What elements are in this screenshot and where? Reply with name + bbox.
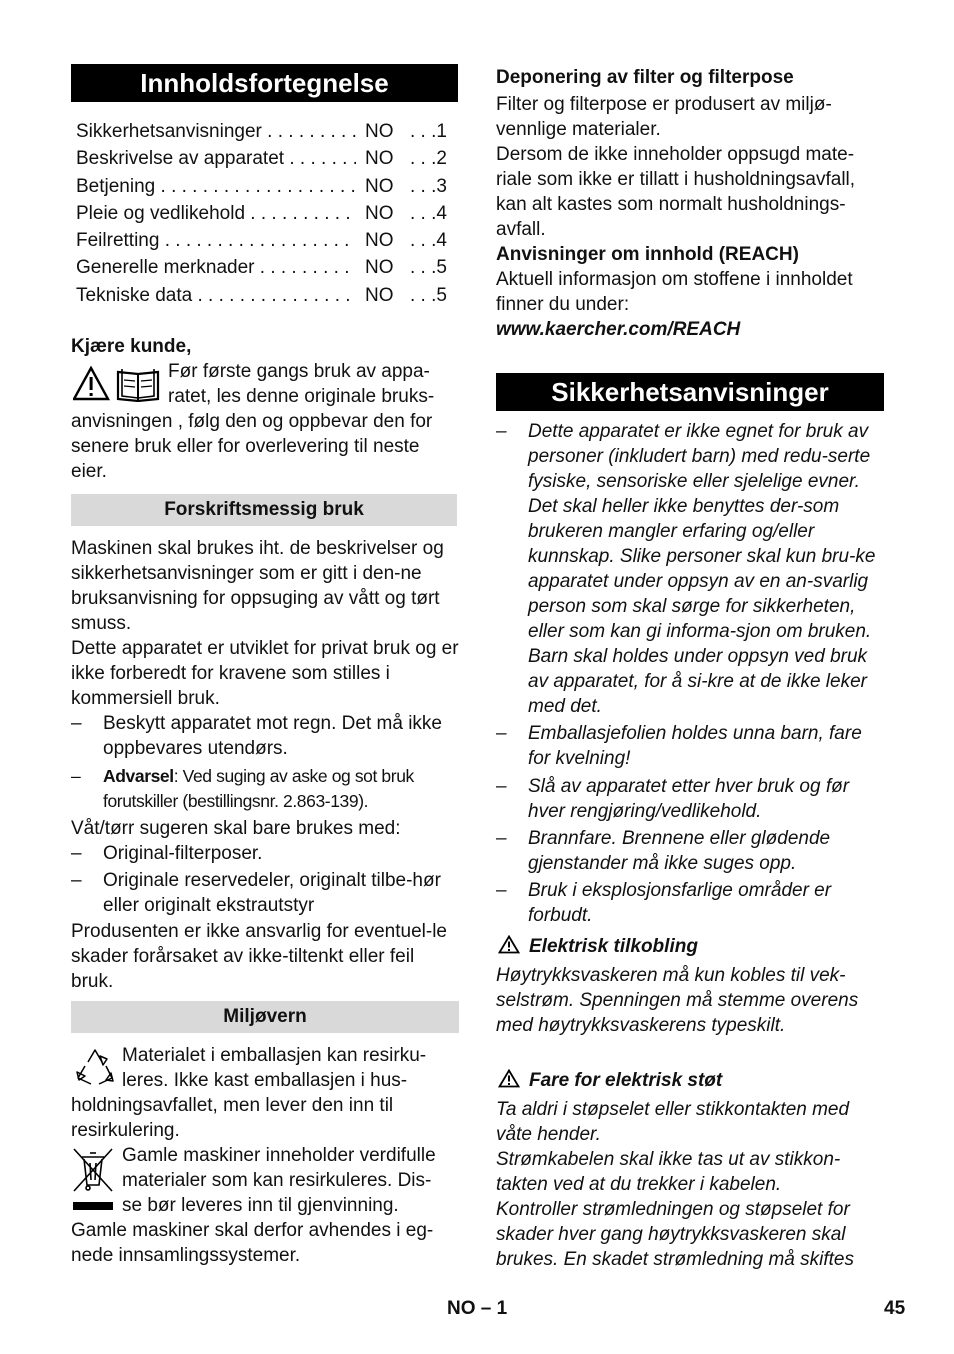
warning-label: Advarsel (103, 766, 174, 786)
proper-use-heading: Forskriftsmessig bruk (71, 494, 457, 526)
proper-use-item-text: Beskytt apparatet mot regn. Det må ikke oppbevares utendørs. (103, 713, 442, 759)
environment-heading: Miljøvern (71, 1001, 459, 1033)
crossed-bin-icon (71, 1147, 115, 1213)
shock-heading: Fare for elektrisk støt (529, 1070, 723, 1091)
proper-use-paragraph-1: Maskinen skal brukes iht. de beskrivelser og sikkerhetsanvisninger som er gitt i den-ne bruksanvisning for oppsuging av vått og tørt smuss. (71, 538, 444, 634)
proper-use-item-text: Original-filterposer. (103, 843, 263, 864)
dash-bullet: – (71, 766, 81, 786)
warning-rest: : Ved suging av aske og sot bruk forutskiller (bestillingsnr. 2.863-139). (103, 766, 414, 811)
toc-lang: NO (365, 230, 394, 251)
toc-label: Pleie og vedlikehold . . . (76, 201, 356, 226)
toc-row[interactable] (76, 174, 456, 201)
proper-use-item-text: Originale reservedeler, originalt tilbe-hør eller originalt ekstrautstyr (103, 870, 441, 916)
toc-row[interactable] (76, 228, 456, 255)
dash-bullet: – (71, 843, 82, 864)
reach-heading: Anvisninger om innhold (REACH) (496, 244, 799, 265)
electric-heading: Elektrisk tilkobling (529, 936, 698, 957)
warning-manual-icon (73, 366, 163, 402)
shock-paragraph-2: Strømkabelen skal ikke tas ut av stikkon-takten ved at du trekker i kabelen. (496, 1149, 841, 1195)
intro-heading: Kjære kunde, (71, 336, 192, 357)
proper-use-paragraph-3: Våt/tørr sugeren skal bare brukes med: (71, 818, 401, 839)
toc-page: . . .4 (410, 230, 447, 251)
toc-row[interactable] (76, 201, 456, 228)
reach-paragraph: Aktuell informasjon om stoffene i innholdet finner du under: (496, 269, 853, 315)
toc-page: . . .4 (410, 203, 447, 224)
dash-bullet: – (496, 776, 507, 797)
toc-page: . . .5 (410, 257, 447, 278)
dash-bullet: – (71, 713, 82, 734)
warning-text (103, 764, 459, 814)
weee-text: Gamle maskiner skal derfor avhendes i eg-nede innsamlingssystemer. (71, 1220, 434, 1266)
reach-link[interactable]: www.kaercher.com/REACH (496, 319, 741, 340)
shock-paragraph-3: Kontroller strømledningen og støpselet for skader hver gang høytrykksvaskeren skal brukes. En skadet strømledning må skiftes (496, 1199, 854, 1270)
toc-page: . . .5 (410, 285, 447, 306)
recycle-icon (73, 1046, 117, 1088)
intro-text: anvisningen , følg den og oppbevar den for senere bruk eller for overlevering til neste eier. (71, 411, 433, 482)
safety-item-text: Brannfare. Brennene eller glødende gjenstander må ikke suges opp. (528, 828, 831, 874)
warning-triangle-icon (498, 1069, 520, 1088)
toc-page: . . .3 (410, 176, 447, 197)
toc-page: . . .2 (410, 148, 447, 169)
warning-triangle-icon (498, 935, 520, 954)
recycle-line-2: leres. Ikke kast emballasjen i hus- (122, 1070, 408, 1091)
intro-line-2: ratet, les denne originale bruks- (168, 386, 435, 407)
proper-use-paragraph-4: Produsenten er ikke ansvarlig for eventuel-le skader forårsaket av ikke-tiltenkt eller feil bruk. (71, 921, 447, 992)
dash-bullet: – (71, 870, 82, 891)
weee-line-1: Gamle maskiner inneholder verdifulle (122, 1145, 436, 1166)
safety-item-text: Slå av apparatet etter hver bruk og før hver rengjøring/vedlikehold. (528, 776, 850, 822)
toc-row[interactable] (76, 119, 456, 146)
toc-label: Beskrivelse av apparatet . . . (76, 146, 356, 171)
safety-item-text: Emballasjefolien holdes unna barn, fare for kvelning! (528, 723, 862, 769)
toc-lang: NO (365, 121, 394, 142)
toc-heading: Innholdsfortegnelse (71, 64, 458, 102)
safety-item-text: Dette apparatet er ikke egnet for bruk av personer (inkludert barn) med redu-serte fysiske, sensoriske eller sjelelige evner. Det skal heller ikke benyttes der-som brukeren mangler erfaring og/eller kunnskap. Slike personer skal kun bru-ke apparatet under oppsyn av en an-svarlig person som skal sørge for sikkerheten, eller som kan gi informa-sjon om bruken. Barn skal holdes under oppsyn ved bruk av apparatet, for å si-kre at de ikke leker med det. (528, 421, 876, 717)
toc-lang: NO (365, 285, 394, 306)
dash-bullet: – (496, 828, 507, 849)
shock-paragraph-1: Ta aldri i støpselet eller stikkontakten med våte hender. (496, 1099, 850, 1145)
toc-lang: NO (365, 257, 394, 278)
toc-lang: NO (365, 203, 394, 224)
filter-paragraph-1: Filter og filterpose er produsert av miljø-vennlige materialer. (496, 94, 832, 140)
toc-row[interactable] (76, 283, 456, 310)
filter-heading: Deponering av filter og filterpose (496, 67, 794, 88)
dash-bullet: – (496, 880, 507, 901)
proper-use-paragraph-2: Dette apparatet er utviklet for privat bruk og er ikke forberedt for kravene som stilles i kommersiell bruk. (71, 638, 459, 709)
dash-bullet: – (496, 723, 507, 744)
intro-line-1: Før første gangs bruk av appa- (168, 361, 430, 382)
recycle-line-1: Materialet i emballasjen kan resirku- (122, 1045, 427, 1066)
dash-bullet: – (496, 421, 507, 442)
toc-label: Sikkerhetsanvisninger . . . (76, 119, 356, 144)
toc-lang: NO (365, 176, 394, 197)
weee-line-2: materialer som kan resirkuleres. Dis- (122, 1170, 432, 1191)
toc-label: Feilretting . . . (76, 228, 356, 253)
filter-paragraph-2: Dersom de ikke inneholder oppsugd mate-riale som ikke er tillatt i husholdningsavfall, kan alt kastes som normalt husholdnings-avfall. (496, 144, 856, 240)
toc-label: Tekniske data . . . (76, 283, 356, 308)
safety-heading: Sikkerhetsanvisninger (496, 373, 884, 411)
toc-row[interactable] (76, 255, 456, 282)
toc-lang: NO (365, 148, 394, 169)
toc-label: Betjening . . . (76, 174, 356, 199)
page-number: 45 (884, 1298, 906, 1319)
footer-section: NO – 1 (447, 1298, 508, 1319)
safety-item-text: Bruk i eksplosjonsfarlige områder er forbudt. (528, 880, 832, 926)
recycle-text: holdningsavfallet, men lever den inn til resirkulering. (71, 1095, 394, 1141)
toc-label: Generelle merknader . . . (76, 255, 356, 280)
toc-row[interactable] (76, 146, 456, 173)
electric-text: Høytrykksvaskeren må kun kobles til vek-selstrøm. Spenningen må stemme overens med høytrykksvaskerens typeskilt. (496, 965, 859, 1036)
toc-page: . . .1 (410, 121, 447, 142)
weee-line-3: se bør leveres inn til gjenvinning. (122, 1195, 399, 1216)
